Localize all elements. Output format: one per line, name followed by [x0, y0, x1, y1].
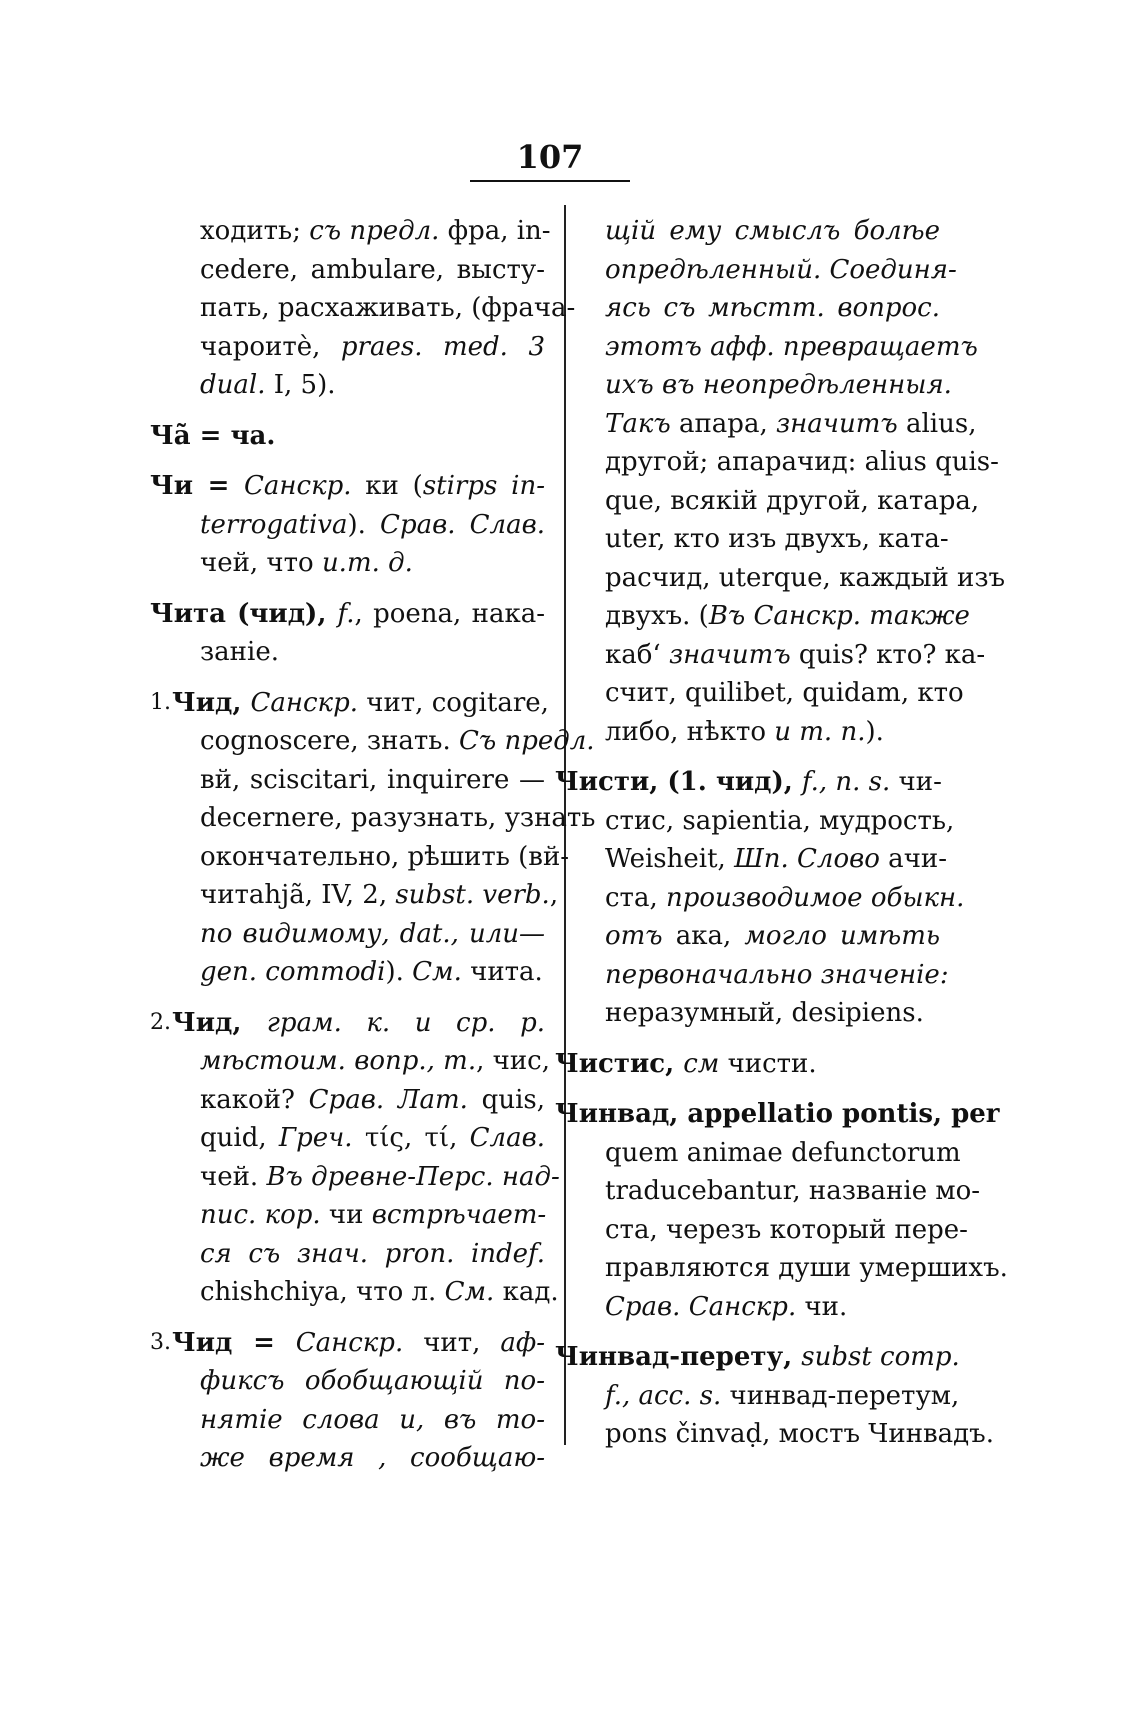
entry-line — [555, 636, 986, 675]
text-segment: quid, — [200, 1123, 279, 1153]
entry-line — [150, 366, 545, 405]
text-segment: стис, sapientia, мудрость, — [605, 805, 955, 836]
entry-line — [555, 674, 964, 713]
entry-headline — [150, 1004, 545, 1043]
text-segment: съ предл. — [309, 216, 440, 246]
text-segment: Шп. Слово — [734, 844, 880, 874]
entry-line — [150, 212, 551, 251]
text-segment: gen. commodi — [200, 957, 386, 987]
text-segment: quis, — [467, 1084, 545, 1115]
text-segment: нятіе слова и, въ то- — [200, 1404, 545, 1435]
entry-gap — [150, 992, 545, 1004]
text-segment: могло имѣть — [744, 921, 940, 951]
text-segment: ихъ въ неопредѣленныя. — [605, 370, 952, 400]
entry-line — [555, 802, 955, 841]
text-segment: Чита (чид), — [150, 598, 338, 629]
text-segment: , poena, нака- — [354, 598, 545, 629]
text-segment: и т. п. — [774, 716, 866, 747]
text-segment: чит, — [403, 1327, 501, 1358]
entry-line — [150, 1362, 545, 1401]
entry-line — [150, 761, 545, 800]
text-segment: См. — [412, 957, 462, 987]
entry-line — [150, 915, 545, 954]
text-segment: stirps in- — [422, 471, 545, 501]
entry-headline — [150, 467, 545, 506]
text-segment: опредѣленный. Соединя- — [605, 254, 957, 285]
entry-line — [555, 994, 940, 1033]
text-segment: Греч. — [278, 1123, 353, 1153]
text-segment: чит, cogitare, — [358, 687, 549, 718]
text-segment: отъ — [605, 921, 663, 951]
text-segment: ака, — [662, 921, 745, 951]
text-segment: неразумный, desipiens. — [605, 998, 924, 1028]
text-segment: Чисти, (1. чид), — [555, 767, 802, 797]
text-segment: ходить; — [200, 216, 310, 246]
text-segment: Чистис, — [555, 1048, 684, 1079]
entry-gap — [150, 583, 545, 595]
text-segment: traducebantur, названіе мо- — [605, 1176, 981, 1206]
text-segment: Срав. Лат. — [308, 1084, 468, 1115]
entry-line — [150, 722, 595, 761]
text-segment: ). — [385, 957, 413, 987]
entry-headline — [150, 684, 549, 723]
text-segment: f. — [337, 598, 355, 629]
entry-gap — [555, 1454, 940, 1466]
text-segment: Срав. Санскр. — [605, 1291, 797, 1322]
text-segment: quem animae defunctorum — [605, 1137, 961, 1168]
text-segment: cedere, ambulare, высту- — [200, 254, 545, 285]
text-segment: см — [683, 1048, 720, 1079]
entry-line — [555, 879, 965, 918]
entry-line — [150, 1273, 559, 1312]
text-segment: какой? — [200, 1084, 309, 1115]
entry-line — [555, 1249, 1008, 1288]
entry-line — [555, 289, 940, 328]
text-segment: Съ предл. — [458, 726, 595, 756]
text-segment: f., n. s. — [801, 767, 891, 797]
entry-line — [150, 1042, 550, 1081]
text-segment: чи — [320, 1200, 372, 1230]
text-segment: ачи- — [879, 844, 947, 874]
text-segment: Чид = — [172, 1327, 296, 1358]
entry-headline — [555, 763, 940, 802]
entry-line — [150, 544, 545, 583]
text-segment: terrogativa — [200, 509, 348, 540]
text-segment: фра, in- — [439, 216, 551, 246]
text-segment: que, всякій другой, катара, — [605, 485, 980, 516]
entry-line — [150, 876, 559, 915]
entry-headline — [555, 1095, 1000, 1134]
entry-line — [555, 366, 952, 405]
entry-line — [150, 1401, 545, 1440]
text-segment: Въ древне-Перс. над- — [266, 1161, 560, 1192]
header-rule — [470, 180, 630, 182]
entry-line — [555, 956, 949, 995]
text-segment: фиксъ обобщающій по- — [200, 1366, 545, 1396]
text-segment: апара, — [670, 408, 776, 439]
text-segment: производимое обыкн. — [665, 882, 965, 913]
text-segment: чисти. — [719, 1048, 817, 1079]
text-segment: щій ему смыслъ болѣе — [605, 216, 940, 246]
text-segment: и.т. д. — [321, 548, 413, 578]
text-segment: чароитѐ, — [200, 331, 341, 362]
entry-gap — [150, 455, 545, 467]
text-segment: Чид, — [172, 1007, 267, 1038]
right-column — [555, 212, 1008, 1466]
text-segment: же время , сообщаю- — [200, 1443, 545, 1473]
text-segment: ки ( — [351, 471, 423, 501]
entry-line — [555, 443, 999, 482]
entry-headline — [555, 1045, 940, 1084]
entry-line — [150, 328, 545, 367]
text-segment: Чинвад, appellatio pontis, per — [555, 1099, 1000, 1129]
text-segment: счит, quilibet, quidam, кто — [605, 678, 964, 708]
text-segment: , — [549, 880, 559, 910]
entry-headline — [150, 1324, 545, 1363]
text-segment: Слав. — [469, 1123, 545, 1153]
text-segment: либо, нѣкто — [605, 716, 775, 747]
entry-line — [555, 1134, 961, 1173]
entry-gap — [555, 1326, 940, 1338]
entry-line — [150, 1439, 545, 1478]
entry-line — [555, 840, 947, 879]
text-segment: ). — [347, 509, 381, 540]
text-segment: , чис, — [476, 1046, 550, 1076]
text-segment: чита. — [461, 957, 543, 987]
text-segment: аф- — [500, 1327, 545, 1358]
entry-number: 3. — [150, 1329, 171, 1355]
text-segment: chishchiya, что л. — [200, 1277, 445, 1307]
text-segment: alius, — [897, 408, 977, 439]
text-segment: dual. — [200, 370, 266, 400]
text-segment: ста, — [605, 882, 666, 913]
entry-line — [555, 328, 978, 367]
entry-line — [555, 1377, 960, 1416]
entry-line — [555, 1415, 994, 1454]
text-segment: ). — [865, 716, 884, 747]
entry-line — [150, 953, 545, 992]
text-segment: τίς, τί, — [352, 1123, 470, 1153]
entry-line — [555, 212, 940, 251]
text-segment: ясь съ мѣстт. вопрос. — [605, 293, 940, 323]
text-segment: subst. verb. — [395, 880, 550, 910]
entry-line — [555, 1288, 940, 1327]
text-segment: Weisheit, — [605, 844, 735, 874]
entry-headline — [555, 1338, 960, 1377]
entry-line — [150, 1119, 545, 1158]
text-segment: расчид, uterque, каждый изъ — [605, 562, 1006, 593]
text-segment: Чинвад-перету, — [555, 1342, 802, 1372]
text-segment: чинвад-перетум, — [721, 1380, 960, 1411]
text-segment: Чид, — [172, 687, 251, 718]
entry-number: 1. — [150, 689, 171, 715]
entry-line — [150, 633, 545, 672]
text-segment: I, 5). — [265, 370, 336, 400]
text-segment: заніе. — [200, 637, 279, 667]
text-segment: uter, кто изъ двухъ, ката- — [605, 524, 949, 554]
entry-gap — [150, 1312, 545, 1324]
text-segment: Такъ — [605, 408, 671, 439]
entry-headline — [150, 595, 545, 634]
text-segment: читаhjã, IV, 2, — [200, 880, 396, 910]
entry-line — [555, 405, 977, 444]
text-segment: этотъ афф. превращаетъ — [605, 331, 978, 362]
text-segment: пис. кор. — [200, 1200, 321, 1230]
entry-line — [555, 251, 957, 290]
text-segment: кад. — [494, 1277, 559, 1307]
page-number: 107 — [516, 138, 584, 176]
text-segment: кабʻ — [605, 639, 669, 670]
entry-line — [150, 251, 545, 290]
text-segment: Чи = — [150, 471, 244, 501]
entry-gap — [150, 672, 545, 684]
text-segment: praes. med. 3 — [340, 331, 545, 362]
entry-line — [150, 289, 576, 328]
text-segment: См. — [444, 1277, 495, 1307]
text-segment: пать, расхаживать, (фрача- — [200, 293, 576, 323]
entry-headline — [150, 417, 545, 456]
text-segment: вй, sciscitari, inquirere — — [200, 764, 545, 795]
text-segment: чей. — [200, 1161, 267, 1192]
entry-gap — [555, 1033, 940, 1045]
entry-line — [555, 917, 940, 956]
text-segment: чи- — [890, 767, 942, 797]
text-segment: грам. к. и ср. р. — [266, 1007, 545, 1038]
text-segment: по видимому, dat., или— — [200, 918, 545, 949]
text-segment: двухъ. ( — [605, 601, 709, 631]
text-segment: первоначально значеніе: — [605, 959, 949, 990]
text-segment: cognoscere, знать. — [200, 726, 459, 756]
text-segment: значитъ — [668, 639, 791, 670]
entry-line — [150, 1081, 545, 1120]
entry-line — [555, 482, 980, 521]
entry-line — [555, 713, 940, 752]
text-segment: ся съ знач. pron. indef. — [200, 1238, 545, 1269]
entry-gap — [555, 1083, 940, 1095]
text-segment: чи. — [796, 1291, 848, 1322]
text-segment: правляются души умершихъ. — [605, 1253, 1008, 1283]
entry-line — [555, 559, 1006, 598]
entry-line — [555, 1172, 981, 1211]
text-segment: Санскр. — [243, 471, 352, 501]
entry-line — [555, 1211, 968, 1250]
text-segment: ста, черезъ который пере- — [605, 1214, 968, 1245]
text-segment: f., acc. s. — [605, 1380, 722, 1411]
text-segment: значитъ — [775, 408, 898, 439]
entry-gap — [555, 751, 940, 763]
text-segment: decernere, разузнать, узнать — [200, 803, 596, 833]
text-segment: встрѣчает- — [371, 1200, 547, 1230]
text-segment: чей, что — [200, 548, 322, 578]
left-column — [150, 212, 596, 1478]
text-segment: окончательно, рѣшить (вй- — [200, 841, 570, 872]
text-segment: Срав. Слав. — [380, 509, 545, 540]
entry-line — [150, 506, 545, 545]
entry-line — [150, 1196, 545, 1235]
text-segment: другой; апарачид: alius quis- — [605, 447, 999, 477]
entry-line — [150, 1158, 560, 1197]
entry-line — [555, 520, 949, 559]
entry-gap — [150, 405, 545, 417]
text-segment: Ча̃ = ча. — [150, 420, 276, 451]
text-segment: Въ Санскр. также — [708, 601, 970, 631]
text-segment: quis? кто? ка- — [790, 639, 986, 670]
text-segment: мѣстоим. вопр., m. — [200, 1046, 477, 1076]
text-segment: Санскр. — [250, 687, 358, 718]
text-segment: Санскр. — [295, 1327, 404, 1358]
entry-line — [150, 838, 570, 877]
entry-line — [555, 597, 970, 636]
text-segment: pons činvaḍ, мостъ Чинвадъ. — [605, 1419, 994, 1449]
entry-line — [150, 799, 596, 838]
entry-number: 2. — [150, 1009, 171, 1035]
text-segment: subst comp. — [801, 1342, 960, 1372]
entry-line — [150, 1235, 545, 1274]
